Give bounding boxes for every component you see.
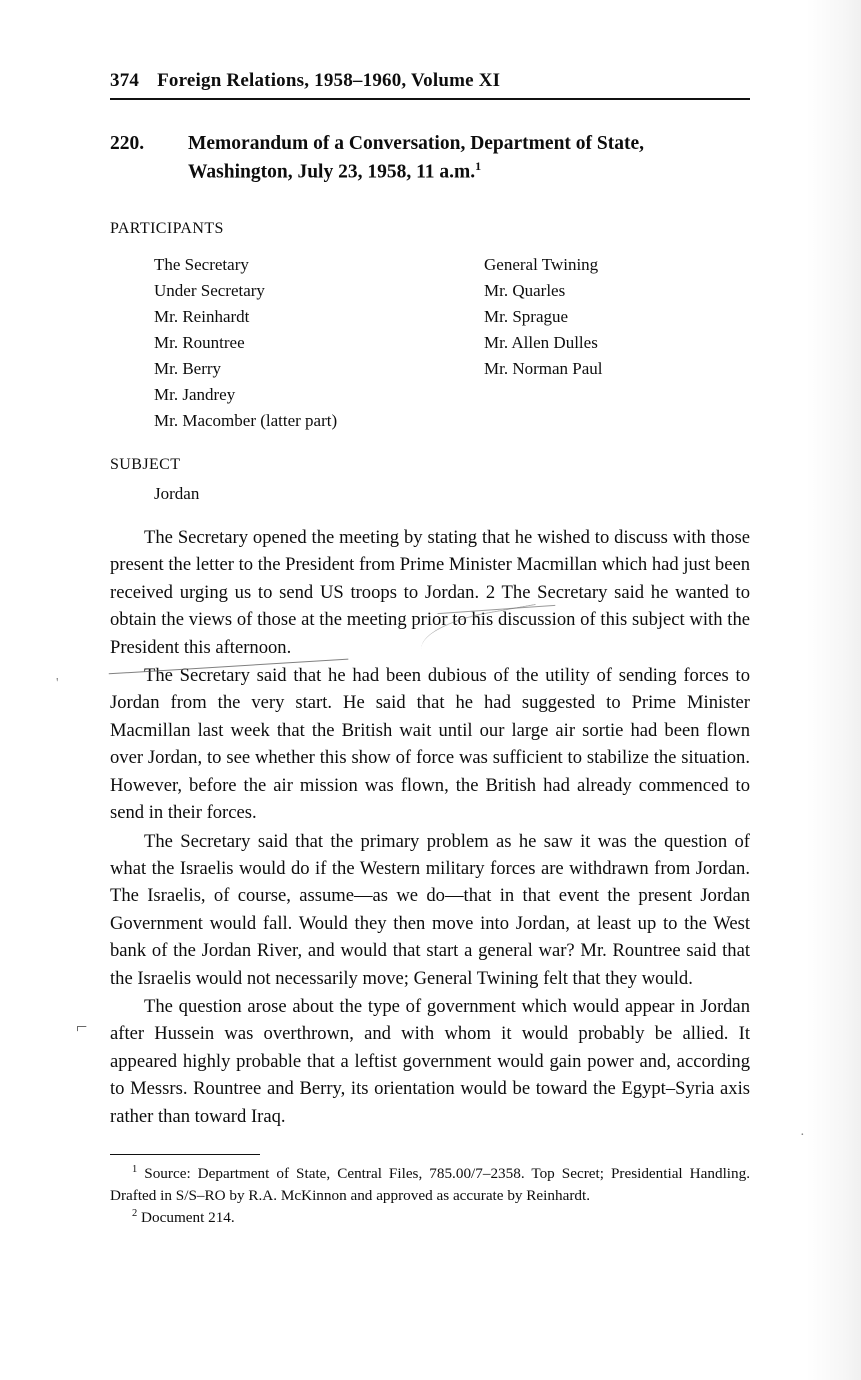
footnote-marker: 1 xyxy=(132,1164,138,1176)
footnote-text: Source: Department of State, Central Files, 785.00/7–2358. Top Secret; Presidential Handling. Drafted in S/S–RO by R.A. McKinnon and approved as accurate by Reinhardt. xyxy=(110,1165,750,1204)
footnote-rule xyxy=(110,1154,260,1155)
participant-item: Mr. Allen Dulles xyxy=(484,332,598,352)
page-number: 374 xyxy=(110,70,140,91)
footnotes xyxy=(110,1163,750,1229)
pen-hook-mark: ⌐ xyxy=(76,1016,88,1038)
running-head-title: Foreign Relations, 1958–1960, Volume XI xyxy=(157,70,501,91)
document-title-line1: Memorandum of a Conversation, Department of State, xyxy=(188,133,645,154)
participants-left-column xyxy=(154,252,484,434)
participant-item: Mr. Reinhardt xyxy=(154,306,250,326)
participant-item: Mr. Jandrey xyxy=(154,384,236,404)
margin-tick-mark: ' xyxy=(56,676,59,691)
footnote-item xyxy=(110,1207,750,1229)
participant-item: Mr. Norman Paul xyxy=(484,358,603,378)
running-head-rule xyxy=(110,98,750,100)
document-title xyxy=(188,130,750,186)
participants-label: PARTICIPANTS xyxy=(110,219,224,237)
participant-item: Mr. Berry xyxy=(154,358,222,378)
participant-item: Mr. Sprague xyxy=(484,306,569,326)
footnote-text: Document 214. xyxy=(141,1209,235,1227)
document-title-line2: Washington, July 23, 1958, 11 a.m. xyxy=(188,161,476,183)
footnote-item xyxy=(110,1163,750,1206)
document-heading xyxy=(110,130,750,186)
body-paragraph: The Secretary said that the primary problem as he saw it was the question of what the Israelis would do if the Western military forces are withdrawn from Jordan. The Israelis, of course, assume—as we do—that in that event the present Jordan Government would fall. Would they then move into Jordan, at least up to the West bank of the Jordan River, and would that start a general war? Mr. Rountree said that the Israelis would not necessarily move; General Twining felt that they would. xyxy=(110,830,750,989)
participants-right-column xyxy=(484,252,744,434)
participant-item: Mr. Quarles xyxy=(484,280,566,300)
footnote-marker: 2 xyxy=(132,1208,138,1220)
participant-item: The Secretary xyxy=(154,254,249,274)
body-paragraph: The Secretary said that he had been dubious of the utility of sending forces to Jordan from the very start. He said that he had suggested to Prime Minister Macmillan last week that the British wait until our large air sortie had been flown over Jordan, to see whether this show of force was sufficient to stabilize the situation. However, before the air mission was flown, the British had already commenced to send in their forces. xyxy=(110,664,750,824)
participant-item: Under Secretary xyxy=(154,280,265,300)
document-title-footnote-marker: 1 xyxy=(475,158,482,173)
document-number: 220. xyxy=(110,133,145,154)
body-paragraph: The question arose about the type of government which would appear in Jordan after Hussein was overthrown, and with whom it would probably be allied. It appeared highly probable that a leftist government would gain power and, according to Messrs. Rountree and Berry, its orientation would be toward the Egypt–Syria axis rather than toward Iraq. xyxy=(110,996,750,1127)
running-head xyxy=(110,70,750,98)
participants-list xyxy=(154,252,750,434)
subject-value: Jordan xyxy=(154,483,200,503)
margin-dot-mark: · xyxy=(800,1128,805,1143)
participant-item: General Twining xyxy=(484,254,599,274)
subject-label: SUBJECT xyxy=(110,455,181,473)
page-content xyxy=(110,70,750,1230)
body-paragraph: The Secretary opened the meeting by stating that he wished to discuss with those present the letter to the President from Prime Minister Macmillan which had just been received urging us to send US troops to Jordan. 2 The Secretary said he wanted to obtain the views of those at the meeting prior to his discussion of this subject with the President this afternoon. xyxy=(110,526,750,658)
participant-item: Mr. Rountree xyxy=(154,332,245,352)
participant-item: Mr. Macomber (latter part) xyxy=(154,410,338,430)
scan-edge-shadow xyxy=(806,0,861,1380)
